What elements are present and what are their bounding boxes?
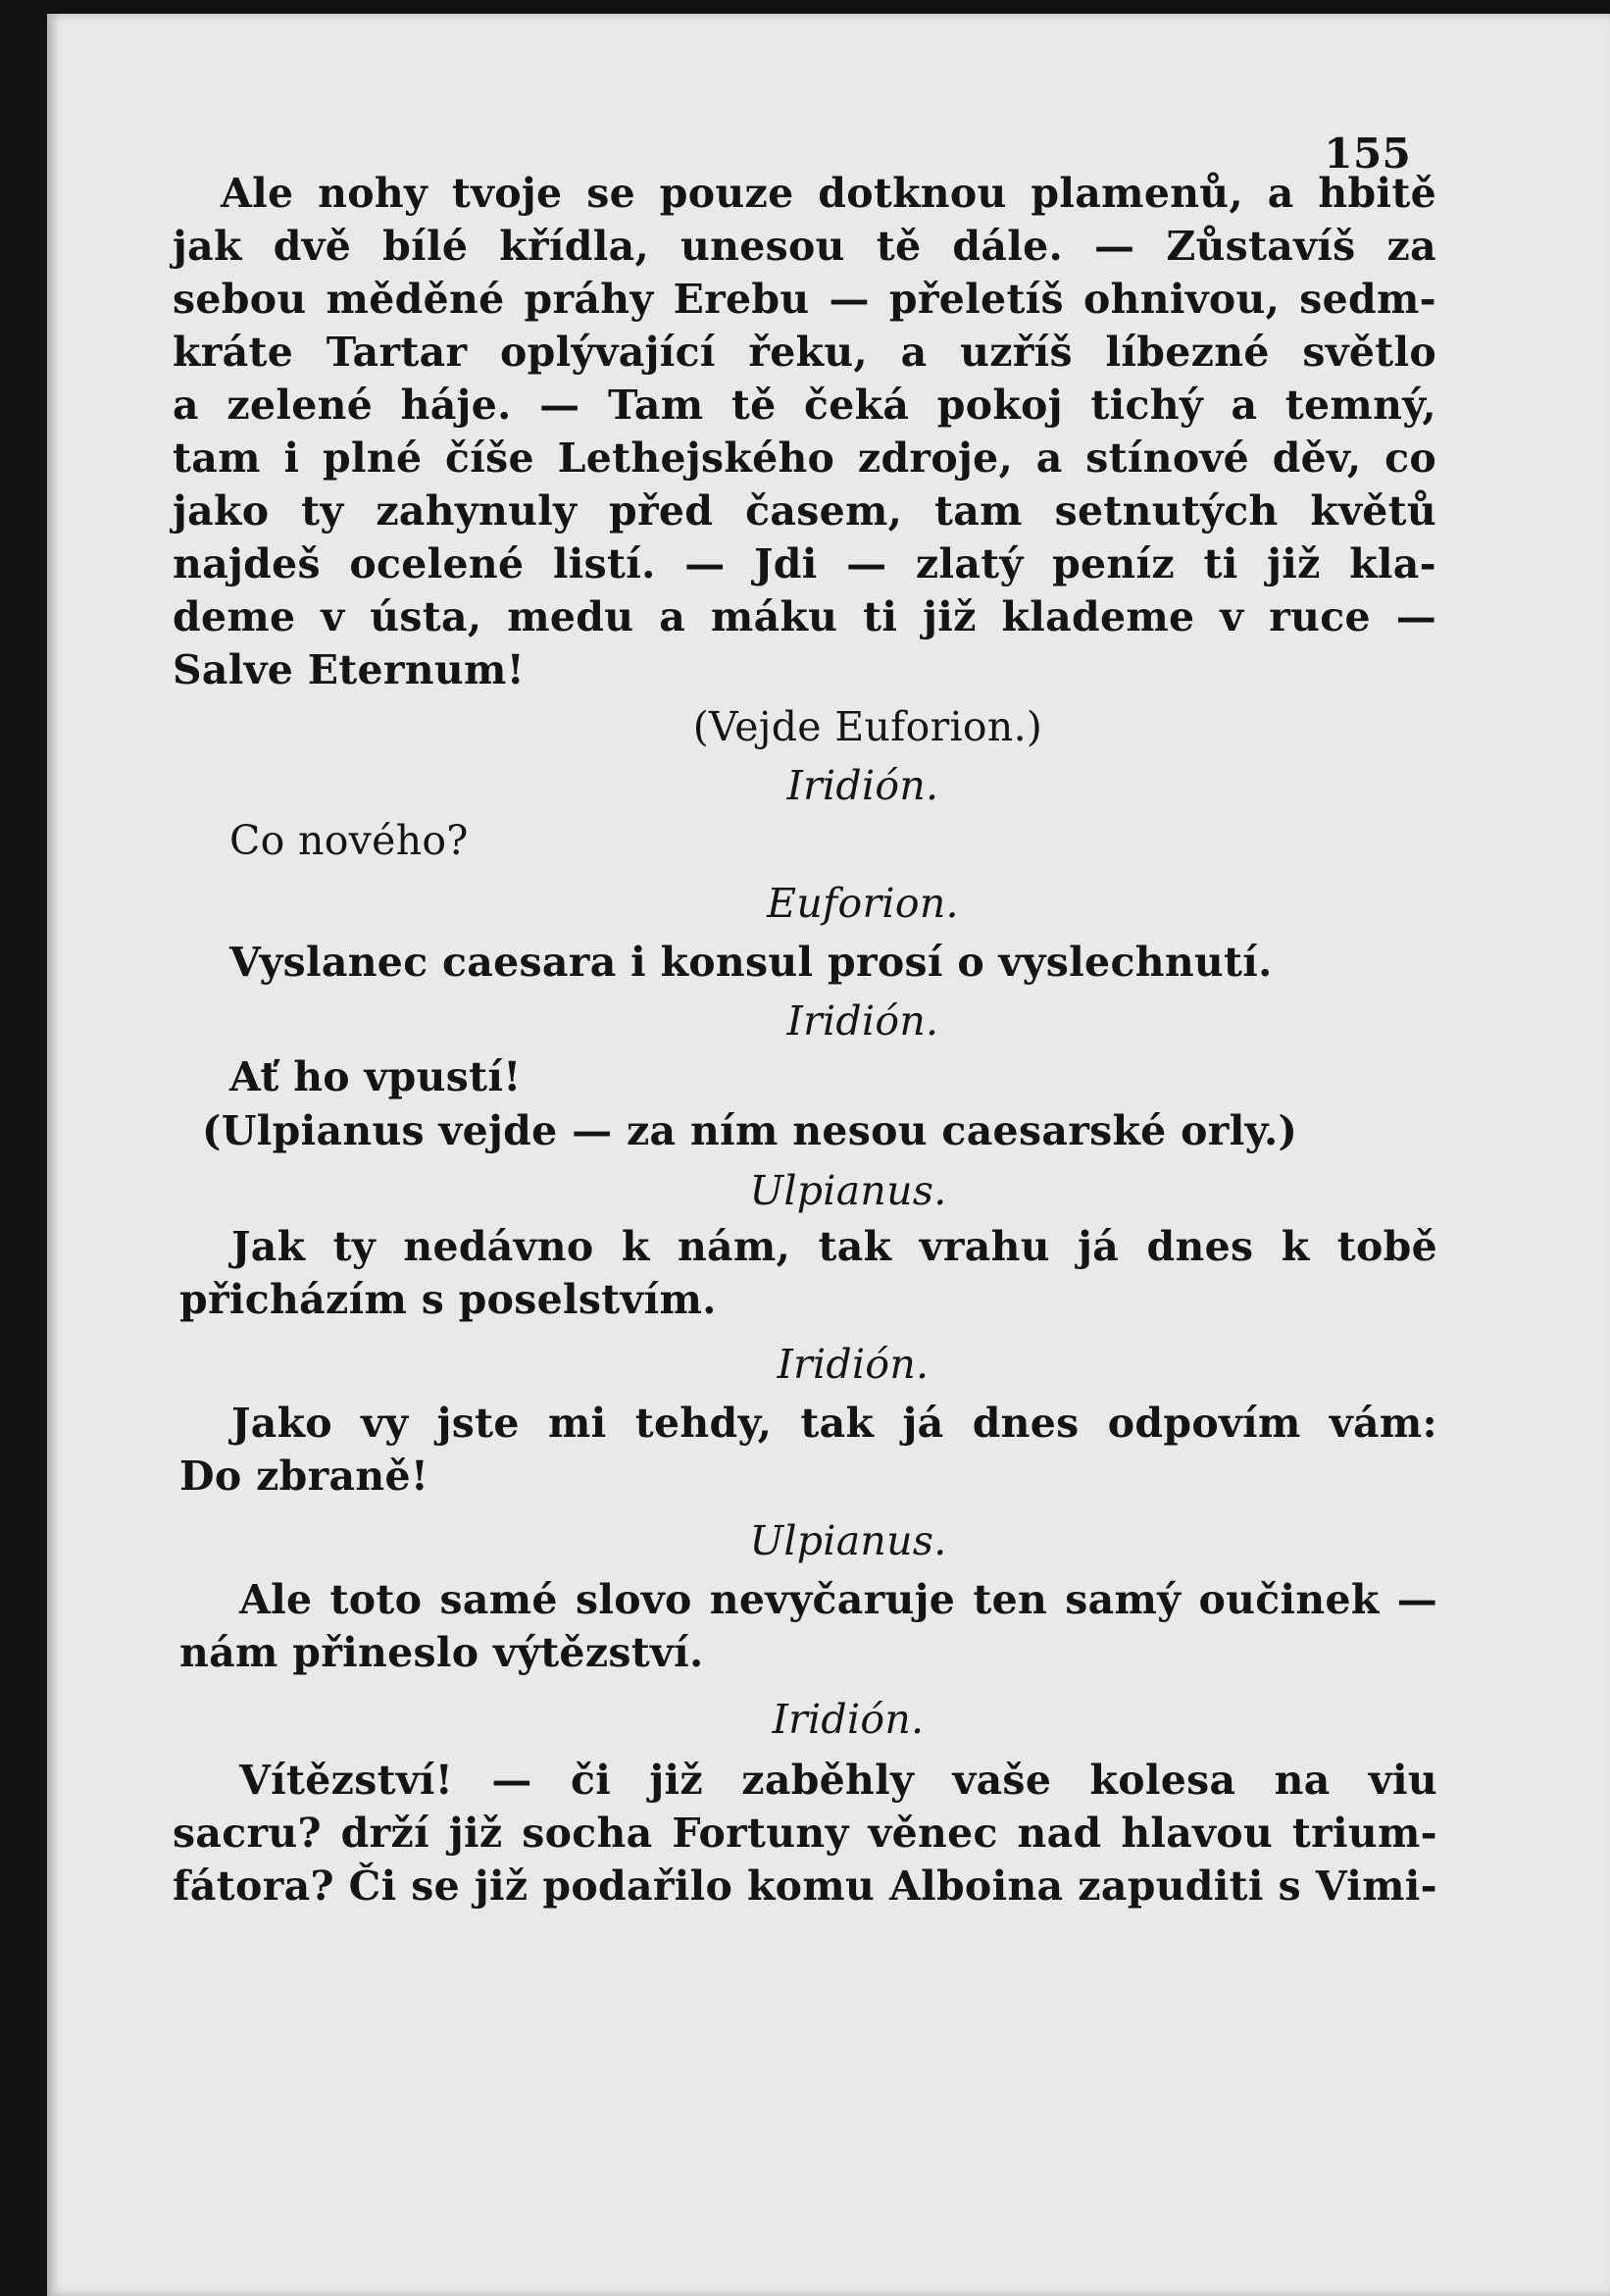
- paragraph-line: sebou měděné práhy Erebu — přeletíš ohnivou, sedm-: [173, 276, 1436, 323]
- paragraph-line: Salve Eternum!: [173, 646, 526, 693]
- dialogue-line: Vítězství! — či již zaběhly vaše kolesa na viu: [239, 1757, 1437, 1804]
- speaker-name: Ulpianus.: [749, 1517, 947, 1564]
- paragraph-line: najdeš ocelené listí. — Jdi — zlatý peníz ti již kla-: [173, 540, 1436, 587]
- paragraph-line: kráte Tartar oplývající řeku, a uzříš líbezné světlo: [173, 329, 1436, 376]
- dialogue-line: Do zbraně!: [179, 1453, 429, 1500]
- dialogue-line: Ať ho vpustí!: [229, 1053, 522, 1100]
- page-number: 155: [1324, 129, 1411, 178]
- speaker-name: Ulpianus.: [749, 1167, 947, 1214]
- paragraph-line: jak dvě bílé křídla, unesou tě dále. — Zůstavíš za: [173, 223, 1436, 270]
- speaker-name: Iridión.: [777, 1341, 930, 1388]
- dialogue-line: Ale toto samé slovo nevyčaruje ten samý oučinek —: [239, 1576, 1437, 1623]
- stage-direction: (Ulpianus vejde — za ním nesou caesarské orly.): [202, 1107, 1298, 1154]
- speaker-name: Iridión.: [786, 997, 939, 1045]
- dialogue-line: sacru? drží již socha Fortuny věnec nad hlavou trium-: [173, 1810, 1437, 1857]
- paragraph-line: deme v ústa, medu a máku ti již klademe v ruce —: [173, 593, 1436, 640]
- paragraph-line: tam i plné číše Lethejského zdroje, a stínové děv, co: [173, 434, 1436, 482]
- paragraph-line: a zelené háje. — Tam tě čeká pokoj tichý a temný,: [173, 382, 1436, 429]
- dialogue-line: fátora? Či se již podařilo komu Alboina zapuditi s Vimi-: [173, 1862, 1437, 1910]
- page-text: [47, 14, 1610, 2296]
- speaker-name: Iridión.: [786, 762, 939, 809]
- dialogue-line: Jak ty nedávno k nám, tak vrahu já dnes k tobě: [231, 1223, 1437, 1270]
- dialogue-line: Co nového?: [229, 817, 469, 864]
- stage-direction: (Vejde Euforion.): [692, 703, 1043, 750]
- page-sheet: [47, 14, 1610, 2296]
- dialogue-line: Jako vy jste mi tehdy, tak já dnes odpovím vám:: [231, 1400, 1437, 1447]
- dialogue-line: Vyslanec caesara i konsul prosí o vyslechnutí.: [229, 939, 1273, 986]
- dialogue-line: přicházím s poselstvím.: [179, 1276, 717, 1323]
- paragraph-line: Ale nohy tvoje se pouze dotknou plamenů, a hbitě: [221, 170, 1436, 217]
- dialogue-line: nám přineslo výtězství.: [179, 1629, 704, 1676]
- paragraph-line: jako ty zahynuly před časem, tam setnutých květů: [173, 487, 1436, 535]
- speaker-name: Iridión.: [772, 1696, 925, 1743]
- speaker-name: Euforion.: [767, 880, 959, 927]
